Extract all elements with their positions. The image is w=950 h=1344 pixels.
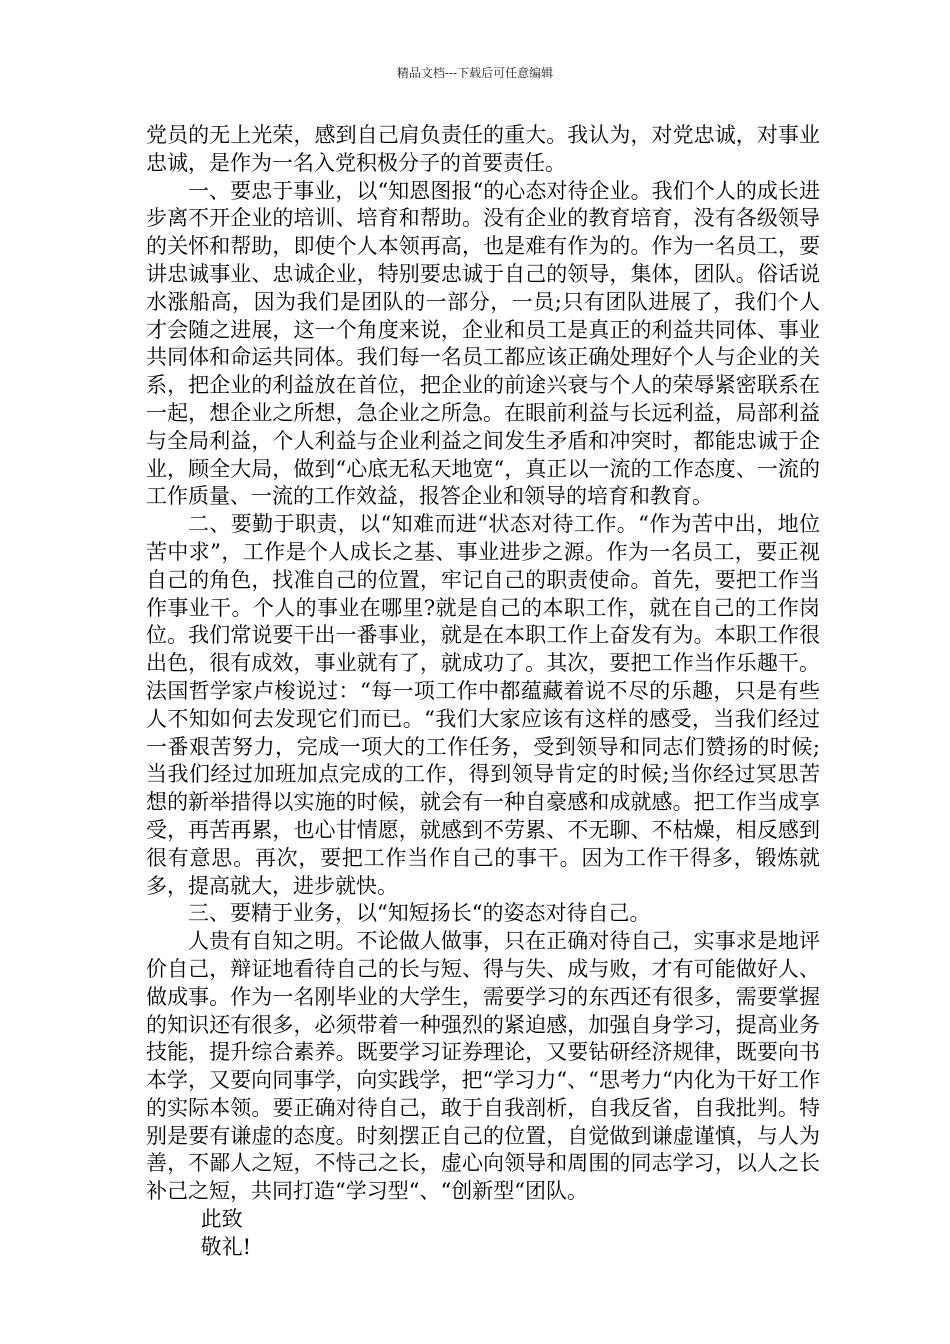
paragraph-self-knowledge: 人贵有自知之明。不论做人做事，只在正确对待自己，实事求是地评价自己，辩证地看待自己的长与短、得与失、成与败，才有可能做好人、做成事。作为一名刚毕业的大学生，需要学习的东西还有很多，需要掌握的知识还有很多，必须带着一种强烈的紧迫感，加强自身学习，提高业务技能，提升综合素养。既要学习证券理论，又要钻研经济规律，既要向书本学，又要向同事学，向实践学，把“学习力“、“思考力“内化为干好工作的实际本领。要正确对待自己，敢于自我剖析，自我反省，自我批判。特别是要有谦虚的态度。时刻摆正自己的位置，自觉做到谦虚谨慎，与人为善，不鄙人之短，不恃己之长，虚心向领导和周围的同志学习，以人之长补己之短，共同打造“学习型“、“创新型“团队。 bbox=[146, 929, 820, 1204]
closing-regards: 敬礼! bbox=[200, 1234, 252, 1259]
paragraph-loyalty: 一、要忠于事业，以“知恩图报“的心态对待企业。我们个人的成长进步离不开企业的培训、培育和帮助。没有企业的教育培育，没有各级领导的关怀和帮助，即使个人本领再高，也是难有作为的。作为一名员工，要讲忠诚事业、忠诚企业，特别要忠诚于自己的领导，集体，团队。俗话说水涨船高，因为我们是团队的一部分，一员;只有团队进展了，我们个人才会随之进展，这一个角度来说，企业和员工是真正的利益共同体、事业共同体和命运共同体。我们每一名员工都应该正确处理好个人与企业的关系，把企业的利益放在首位，把企业的前途兴衰与个人的荣辱紧密联系在一起，想企业之所想，急企业之所急。在眼前利益与长远利益，局部利益与全局利益，个人利益与企业利益之间发生矛盾和冲突时，都能忠诚于企业，顾全大局，做到“心底无私天地宽“，真正以一流的工作态度、一流的工作质量、一流的工作效益，报答企业和领导的培育和教育。 bbox=[146, 178, 820, 509]
paragraph-diligence: 二、要勤于职责，以“知难而进“状态对待工作。“作为苦中出，地位苦中求”，工作是个人成长之基、事业进步之源。作为一名员工，要正视自己的角色，找准自己的位置，牢记自己的职责使命。首先，要把工作当作事业干。个人的事业在哪里?就是自己的本职工作，就在自己的工作岗位。我们常说要干出一番事业，就是在本职工作上奋发有为。本职工作很出色，很有成效，事业就有了，就成功了。其次，要把工作当作乐趣干。法国哲学家卢梭说过：“每一项工作中都蕴藏着说不尽的乐趣，只是有些人不知如何去发现它们而已。“我们大家应该有这样的感受，当我们经过一番艰苦努力，完成一项大的工作任务，受到领导和同志们赞扬的时候;当我们经过加班加点完成的工作，得到领导肯定的时候;当你经过冥思苦想的新举措得以实施的时候，就会有一种自豪感和成就感。把工作当成享受，再苦再累，也心甘情愿，就感到不劳累、不无聊、不枯燥，相反感到很有意思。再次，要把工作当作自己的事干。因为工作干得多，锻炼就多，提高就大，进步就快。 bbox=[146, 512, 820, 898]
page-header: 精品文档---下载后可任意编辑 bbox=[396, 66, 554, 80]
document-body bbox=[146, 122, 820, 1262]
paragraph-expertise-heading: 三、要精于业务，以“知短扬长“的姿态对待自己。 bbox=[188, 901, 651, 926]
closing-salutation: 此致 bbox=[200, 1207, 243, 1232]
paragraph-intro: 党员的无上光荣，感到自己肩负责任的重大。我认为，对党忠诚，对事业忠诚，是作为一名入党积极分子的首要责任。 bbox=[146, 123, 820, 175]
